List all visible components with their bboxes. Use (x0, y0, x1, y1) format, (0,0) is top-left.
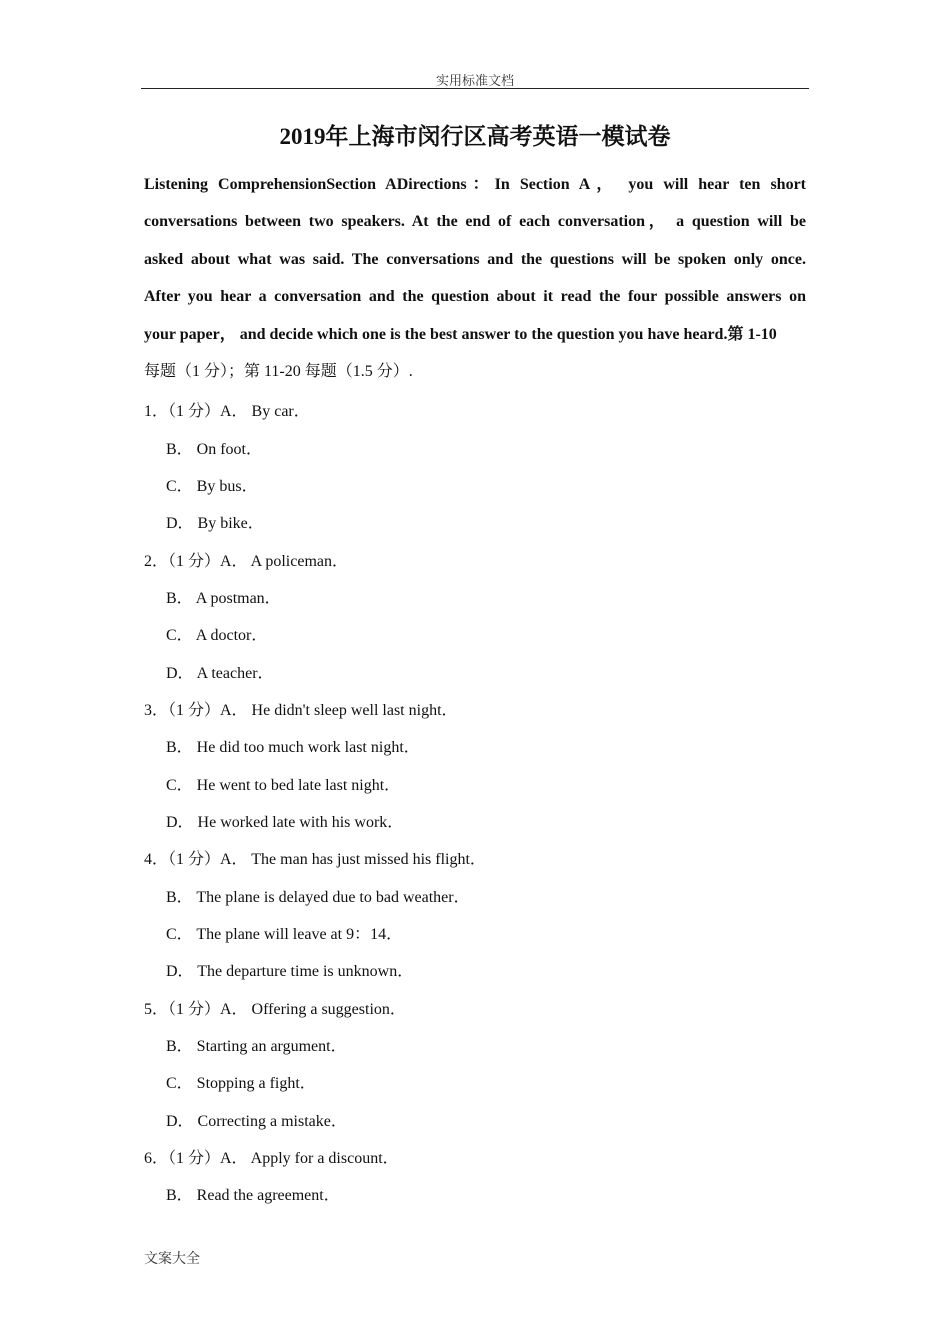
page-header: 实用标准文档 (435, 74, 514, 89)
directions-line: After you hear a conversation and the question about it read the four possible answers on (144, 288, 806, 306)
question-6-option-b: B． Read the agreement． (166, 1187, 340, 1204)
question-5-option-c: C． Stopping a fight． (166, 1075, 316, 1092)
question-3-option-c: C． He went to bed late last night． (166, 777, 401, 794)
question-3-option-a: 3．（1 分）A． He didn't sleep well last night． (144, 702, 458, 719)
header-divider (141, 88, 809, 89)
question-2-option-d: D． A teacher． (166, 665, 274, 682)
question-1-option-b: B． On foot． (166, 441, 263, 458)
question-5-option-d: D． Correcting a mistake． (166, 1113, 347, 1130)
question-4-option-a: 4．（1 分）A． The man has just missed his flight． (144, 851, 486, 868)
question-1-option-d: D． By bike． (166, 515, 264, 532)
score-note: 每题（1 分）；第 11-20 每题（1.5 分）. (144, 363, 413, 380)
question-1-option-c: C． By bus． (166, 478, 258, 495)
directions-line: conversations between two speakers. At the end of each conversation， a question will be (144, 213, 806, 231)
page-footer: 文案大全 (144, 1251, 200, 1267)
question-3-option-d: D． He worked late with his work． (166, 814, 404, 831)
question-1-option-a: 1．（1 分）A． By car． (144, 403, 310, 420)
listening-directions (144, 166, 806, 353)
question-3-option-b: B． He did too much work last night． (166, 739, 420, 756)
question-6-option-a: 6．（1 分）A． Apply for a discount． (144, 1150, 399, 1167)
question-2-option-c: C． A doctor． (166, 627, 268, 644)
question-4-option-c: C． The plane will leave at 9：14． (166, 926, 403, 943)
question-4-option-d: D． The departure time is unknown． (166, 963, 414, 980)
exam-title: 2019年上海市闵行区高考英语一模试卷 (279, 124, 671, 149)
directions-line: asked about what was said. The conversations and the questions will be spoken only once. (144, 250, 806, 268)
question-2-option-b: B． A postman． (166, 590, 281, 607)
question-2-option-a: 2．（1 分）A． A policeman． (144, 553, 348, 570)
question-4-option-b: B． The plane is delayed due to bad weather． (166, 889, 470, 906)
question-5-option-a: 5．（1 分）A． Offering a suggestion． (144, 1001, 406, 1018)
directions-line: your paper， and decide which one is the best answer to the question you have heard.第 1-10 (144, 325, 777, 343)
directions-line: Listening ComprehensionSection ADirections：In Section A， you will hear ten short (144, 176, 807, 193)
question-5-option-b: B． Starting an argument． (166, 1038, 347, 1055)
